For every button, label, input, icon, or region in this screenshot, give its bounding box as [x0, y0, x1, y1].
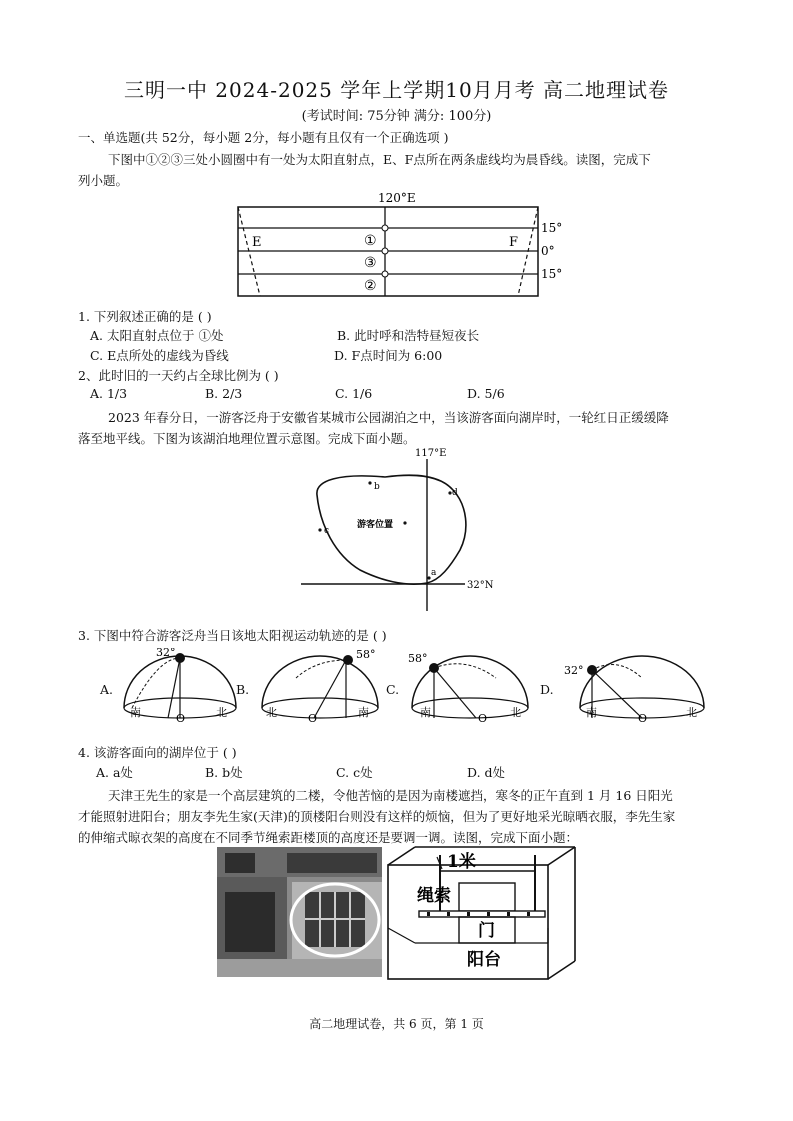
- sun-icon: [175, 653, 185, 663]
- q1-option-a[interactable]: A. 太阳直射点位于 ①处: [90, 328, 224, 343]
- tourist-position-dot: [403, 521, 406, 524]
- door-label: 门: [478, 921, 495, 941]
- q3-b-right-dir: 南: [358, 706, 369, 719]
- lat-mid-label: 0°: [541, 244, 555, 258]
- section-heading: 一、单选题(共 52分，每小题 2分，每小题有且仅有一个正确选项 ): [78, 130, 449, 145]
- q3-stem: 3. 下图中符合游客泛舟当日该地太阳视运动轨迹的是 ( ): [78, 628, 387, 643]
- figure-terminator-grid: [230, 190, 570, 300]
- building-photo: [217, 847, 382, 977]
- q3-a-angle: 32°: [156, 648, 176, 659]
- q2-option-c[interactable]: C. 1/6: [335, 386, 373, 401]
- q2-option-d[interactable]: D. 5/6: [467, 386, 505, 401]
- q3-a-right-dir: 北: [216, 706, 227, 719]
- meridian-117e-label: 117°E: [415, 448, 447, 459]
- figure-balcony-diagram: [385, 843, 580, 983]
- q3-c-sun-path-diagram: [406, 648, 536, 736]
- q3-c-center: O: [478, 712, 488, 725]
- q3-b-letter: B.: [236, 682, 250, 697]
- q3-c-left-dir: 南: [420, 706, 431, 719]
- q4-option-a[interactable]: A. a处: [96, 765, 133, 780]
- point-b-dot: [368, 481, 371, 484]
- meter-label: 1米: [447, 852, 476, 872]
- lat-top-label: 15°: [541, 221, 563, 235]
- point-d-label: d: [452, 488, 458, 498]
- q3-d-center: O: [638, 712, 648, 725]
- point-e-label: E: [252, 235, 262, 250]
- intro3-line3: 的伸缩式晾衣架的高度在不同季节绳索距楼顶的高度还是要调一调。读图，完成下面小题：: [78, 830, 579, 845]
- q3-a-center: O: [176, 712, 186, 725]
- intro3-line2: 才能照射进阳台；朋友李先生家(天津)的顶楼阳台则没有这样的烦恼，但为了更好地采光晾晒衣服，李先生家: [78, 809, 676, 824]
- q3-option-b[interactable]: [236, 648, 386, 736]
- intro3-line1: 天津王先生的家是一个高层建筑的二楼，令他苦恼的是因为南楼遮挡，寒冬的正午直到 1 月 16 日阳光: [108, 788, 673, 803]
- circle-1-label: ①: [364, 233, 377, 249]
- intro1-line1: 下图中①②③三处小圆圈中有一处为太阳直射点，E、F点所在两条虚线均为晨昏线。读图，完成下: [108, 152, 651, 167]
- point-c-dot: [318, 528, 321, 531]
- q3-d-left-dir: 南: [586, 706, 597, 719]
- point-15s-circle: [382, 271, 388, 277]
- q3-a-sun-path-diagram: [118, 648, 243, 736]
- q4-option-b[interactable]: B. b处: [205, 765, 243, 780]
- sun-icon: [587, 665, 597, 675]
- intro2-line1: 2023 年春分日，一游客泛舟于安徽省某城市公园湖泊之中，当该游客面向湖岸时，一轮红日正缓缓降: [108, 410, 669, 425]
- q3-d-angle: 32°: [564, 664, 584, 677]
- q3-b-sun-path-diagram: [256, 648, 386, 736]
- q2-stem: 2、此时旧的一天约占全球比例为 ( ): [78, 368, 279, 383]
- q3-c-right-dir: 北: [510, 706, 521, 719]
- sun-icon: [343, 655, 353, 665]
- q1-option-d[interactable]: D. F点时间为 6:00: [334, 348, 443, 363]
- q4-option-c[interactable]: C. c处: [336, 765, 373, 780]
- point-c-label: c: [324, 526, 330, 536]
- q3-b-left-dir: 北: [266, 706, 277, 719]
- q3-b-center: O: [308, 712, 318, 725]
- q2-option-b[interactable]: B. 2/3: [205, 386, 243, 401]
- point-equator-circle: [382, 248, 388, 254]
- q1-option-b[interactable]: B. 此时呼和浩特昼短夜长: [337, 328, 480, 343]
- q4-stem: 4. 该游客面向的湖岸位于 ( ): [78, 745, 237, 760]
- circle-2-label: ②: [364, 278, 377, 294]
- intro1-line2: 列小题。: [78, 173, 129, 188]
- sun-icon: [429, 663, 439, 673]
- q3-option-a[interactable]: [100, 648, 240, 736]
- q4-option-d[interactable]: D. d处: [467, 765, 506, 780]
- tourist-position-label: 游客位置: [357, 520, 394, 530]
- meridian-120e-label: 120°E: [378, 191, 416, 205]
- point-f-label: F: [509, 235, 519, 250]
- q2-option-a[interactable]: A. 1/3: [90, 386, 128, 401]
- balcony-label: 阳台: [467, 950, 501, 970]
- intro2-line2: 落至地平线。下图为该湖泊地理位置示意图。完成下面小题。: [78, 431, 416, 446]
- exam-title: 三明一中 2024-2025 学年上学期10月月考 高二地理试卷: [123, 78, 670, 102]
- q3-a-letter: A.: [100, 682, 114, 697]
- q3-d-right-dir: 北: [686, 706, 697, 719]
- q3-d-letter: D.: [540, 682, 554, 697]
- rope-label: 绳索: [417, 886, 451, 906]
- q3-c-angle: 58°: [408, 652, 428, 665]
- q1-option-c[interactable]: C. E点所处的虚线为昏线: [90, 348, 229, 363]
- lat-bottom-label: 15°: [541, 267, 563, 281]
- point-a-label: a: [431, 568, 437, 578]
- q3-option-d[interactable]: [540, 648, 710, 736]
- point-b-label: b: [374, 482, 380, 492]
- q3-a-left-dir: 南: [130, 706, 141, 719]
- q3-d-sun-path-diagram: [562, 648, 707, 736]
- circle-3-label: ③: [364, 255, 377, 271]
- q3-option-c[interactable]: [386, 648, 536, 736]
- figure-lake-map: [295, 445, 515, 615]
- q3-c-letter: C.: [386, 682, 400, 697]
- q3-b-angle: 58°: [356, 648, 376, 661]
- page-footer: 高二地理试卷，共 6 页，第 1 页: [309, 1017, 484, 1031]
- q1-stem: 1. 下列叙述正确的是 ( ): [78, 309, 212, 324]
- exam-subtitle: (考试时间: 75分钟 满分: 100分): [301, 109, 492, 124]
- parallel-32n-label: 32°N: [467, 580, 494, 591]
- point-15n-circle: [382, 225, 388, 231]
